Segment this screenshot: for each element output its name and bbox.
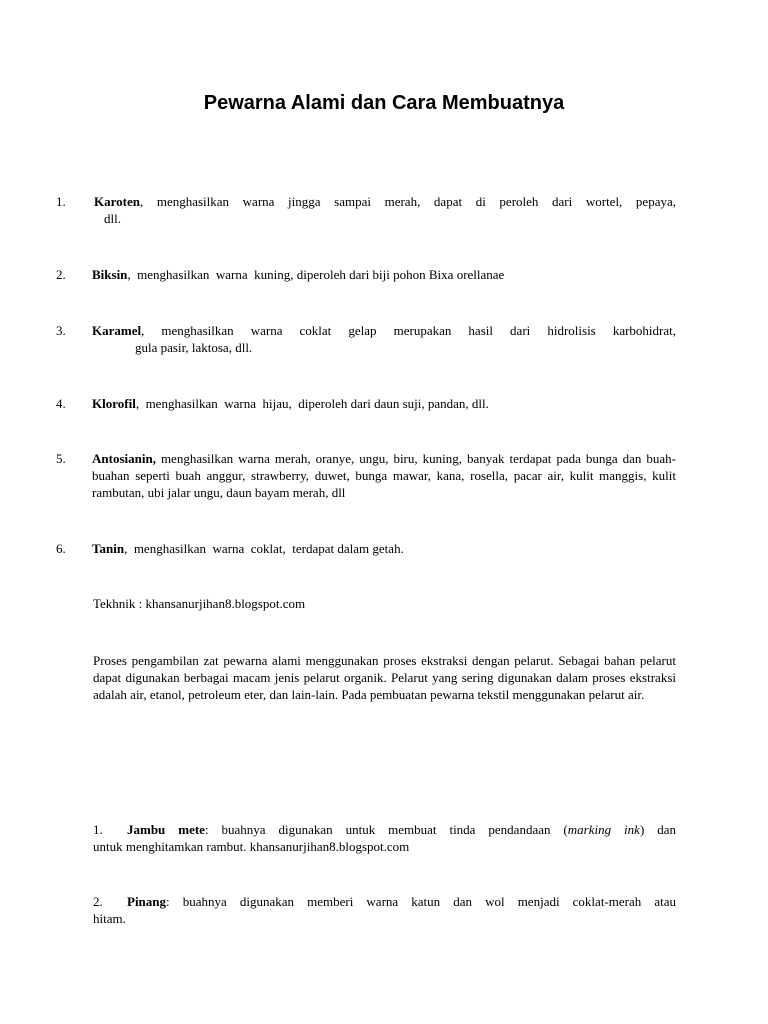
- item-continuation: gula pasir, laktosa, dll.: [135, 340, 253, 355]
- item-number: 6.: [56, 541, 66, 556]
- item-text: , menghasilkan warna kuning, diperoleh dari biji pohon Bixa orellanae: [127, 267, 505, 282]
- item-text: , menghasilkan warna hijau, diperoleh dari daun suji, pandan, dll.: [135, 396, 489, 411]
- item-number: 1.: [93, 822, 103, 837]
- item-term: Tanin: [92, 541, 125, 556]
- item-body: [92, 540, 676, 557]
- item-text: , menghasilkan warna jingga sampai merah, dapat di peroleh dari wortel, pepaya,: [139, 194, 676, 209]
- item-text: menghasilkan warna merah, oranye, ungu, biru, kuning, banyak terdapat pada bunga dan buah-buahan seperti buah anggur, strawberry, duwet, bunga mawar, kana, rosella, pacar air, kulit manggis, kulit rambutan, ubi jalar ungu, daun bayam merah, dll: [92, 451, 676, 500]
- item-line: [93, 893, 676, 910]
- item-text: : buahnya digunakan memberi warna katun dan wol menjadi coklat-merah atau: [166, 894, 676, 909]
- item-number: 2.: [56, 267, 66, 282]
- item-term: Antosianin,: [92, 451, 156, 466]
- item-number: 4.: [56, 396, 66, 411]
- list-item: [93, 821, 676, 855]
- item-text: : buahnya digunakan untuk membuat tinda pendandaan (: [204, 822, 568, 837]
- item-line: [94, 193, 676, 210]
- item-text: ) dan: [639, 822, 676, 837]
- item-text: , menghasilkan warna coklat, terdapat dalam getah.: [124, 541, 404, 556]
- item-body: [92, 395, 676, 412]
- paragraph: Proses pengambilan zat pewarna alami menggunakan proses ekstraksi dengan pelarut. Sebagai bahan pelarut dapat digunakan berbagai macam jenis pelarut organik. Pelarut yang sering digunakan dalam proses ekstraksi adalah air, etanol, petroleum eter, dan lain-lain. Pada pembuatan pewarna tekstil menggunakan pelarut air.: [93, 653, 676, 702]
- item-number: 2.: [93, 894, 103, 909]
- item-number: 3.: [56, 323, 66, 338]
- item-line: [93, 821, 676, 838]
- item-body: [94, 193, 676, 227]
- item-term: Karamel: [92, 323, 142, 338]
- item-continuation: dll.: [104, 211, 121, 226]
- page-title: Pewarna Alami dan Cara Membuatnya: [203, 92, 565, 114]
- item-italic: marking ink: [567, 822, 640, 837]
- tekhnik-line: Tekhnik : khansanurjihan8.blogspot.com: [93, 596, 306, 611]
- item-term: Klorofil: [92, 396, 136, 411]
- item-term: Karoten: [94, 194, 140, 209]
- item-continuation: hitam.: [93, 911, 126, 926]
- item-body: [92, 450, 676, 501]
- item-body: [92, 322, 676, 356]
- item-body: [92, 266, 676, 283]
- item-term: Jambu mete: [127, 822, 205, 837]
- list-item: [93, 893, 676, 927]
- item-term: Pinang: [127, 894, 167, 909]
- item-number: 5.: [56, 451, 66, 466]
- item-text: , menghasilkan warna coklat gelap merupakan hasil dari hidrolisis karbohidrat,: [141, 323, 676, 338]
- item-line: [92, 322, 676, 339]
- item-number: 1.: [56, 194, 66, 209]
- item-term: Biksin: [92, 267, 128, 282]
- item-continuation: untuk menghitamkan rambut. khansanurjihan8.blogspot.com: [93, 839, 410, 854]
